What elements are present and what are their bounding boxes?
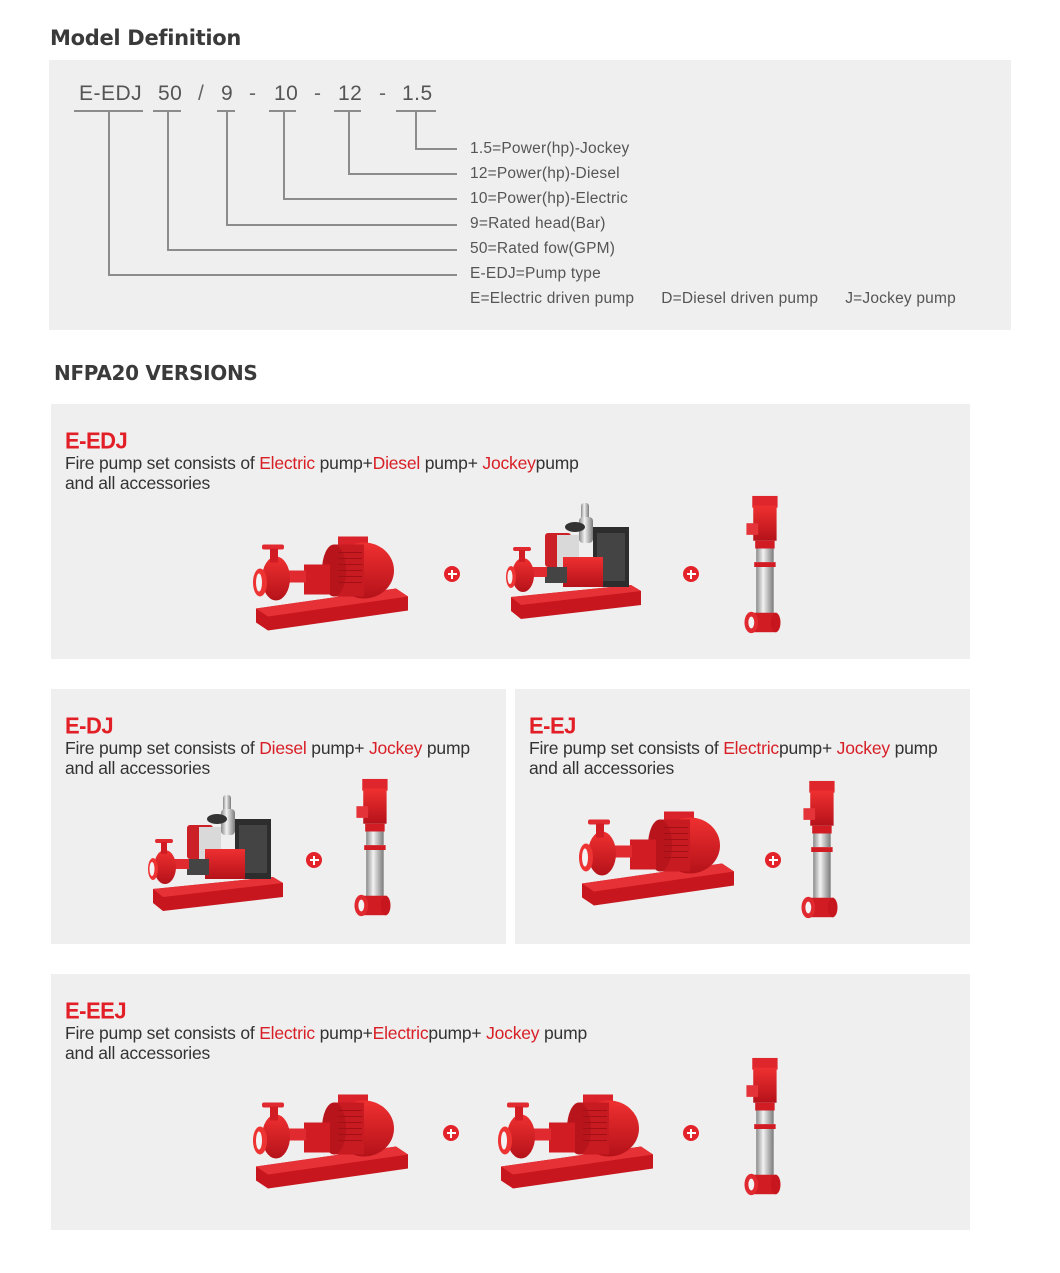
connector-line [167,110,169,249]
highlight-jockey: Jockey [482,453,536,473]
highlight-diesel: Diesel [372,453,421,473]
legend-type-key [470,290,956,308]
code-part-head: 9 [221,82,234,105]
set-code: E-EJ [529,712,576,739]
set-description: Fire pump set consists of Electric pump+Electricpump+ Jockey pump and all accessories [65,1023,587,1063]
highlight-jockey: Jockey [486,1023,540,1043]
highlight-electric: Electric [259,1023,315,1043]
highlight-jockey: Jockey [836,738,890,758]
type-key-diesel: D=Diesel driven pump [661,290,819,307]
connector-line [415,148,457,150]
connector-line [283,198,457,200]
set-panel-e-ej [515,689,970,944]
plus-icon [306,852,322,868]
legend-pump-type: E-EDJ=Pump type [470,265,601,282]
set-code: E-DJ [65,712,114,739]
connector-line [108,110,110,275]
diesel-pump-image [143,784,293,924]
highlight-electric: Electric [372,1023,429,1043]
set-description: Fire pump set consists of Diesel pump+ Jockey pump and all accessories [65,738,470,778]
plus-icon [683,566,699,582]
set-panel-e-dj [51,689,506,944]
electric-pump-image [491,1082,661,1197]
set-code: E-EEJ [65,997,127,1024]
plus-icon [444,566,460,582]
connector-line [415,110,417,149]
type-key-electric: E=Electric driven pump [470,290,635,307]
jockey-pump-image [741,1056,783,1202]
code-part-power-diesel: 12 [338,82,363,105]
code-part-flow: 50 [158,82,183,105]
jockey-pump-image [351,777,393,923]
legend-rated-head: 9=Rated head(Bar) [470,215,606,232]
connector-line [348,173,457,175]
set-description: Fire pump set consists of Electricpump+ Jockey pump and all accessories [529,738,938,778]
code-separator: / [198,82,204,105]
connector-line [108,274,457,276]
connector-line [226,224,457,226]
jockey-pump-image [741,494,783,640]
plus-icon [765,852,781,868]
electric-pump-image [246,524,416,639]
code-separator: - [314,82,321,105]
code-part-pump-type: E-EDJ [79,82,143,105]
model-definition-panel [49,60,1011,330]
code-part-power-electric: 10 [274,82,299,105]
electric-pump-image [572,799,742,914]
highlight-diesel: Diesel [259,738,307,758]
highlight-jockey: Jockey [368,738,423,758]
plus-icon [443,1125,459,1141]
plus-icon [683,1125,699,1141]
highlight-electric: Electric [723,738,779,758]
legend-jockey-power: 1.5=Power(hp)-Jockey [470,140,630,157]
diesel-pump-image [501,492,651,632]
legend-electric-power: 10=Power(hp)-Electric [470,190,628,207]
connector-line [226,110,228,225]
set-panel-e-eej [51,974,970,1230]
electric-pump-image [246,1082,416,1197]
code-separator: - [379,82,386,105]
nfpa20-versions-title: NFPA20 VERSIONS [54,361,258,385]
connector-line [167,249,457,251]
set-description: Fire pump set consists of Electric pump+Diesel pump+ Jockeypump and all accessories [65,453,579,493]
connector-line [348,110,350,175]
connector-line [283,110,285,199]
set-code: E-EDJ [65,427,128,454]
code-part-power-jockey: 1.5 [402,82,433,105]
legend-diesel-power: 12=Power(hp)-Diesel [470,165,620,182]
set-panel-e-edj [51,404,970,659]
type-key-jockey: J=Jockey pump [845,290,956,307]
code-separator: - [249,82,256,105]
jockey-pump-image [798,779,840,925]
model-definition-title: Model Definition [50,26,242,50]
highlight-electric: Electric [259,453,315,473]
legend-rated-flow: 50=Rated fow(GPM) [470,240,616,257]
